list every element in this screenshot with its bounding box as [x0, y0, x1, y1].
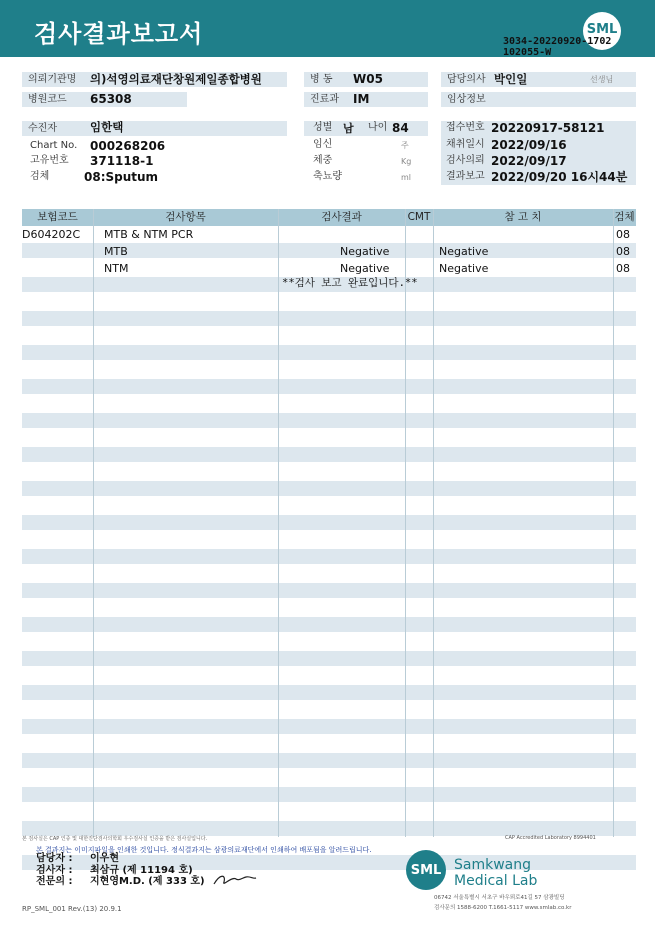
receipt-value: 20220917-58121	[491, 121, 605, 135]
lab-name-line2: Medical Lab	[454, 873, 538, 889]
report-value: 2022/09/20 16시44분	[491, 170, 628, 184]
column-divider	[278, 209, 279, 837]
header-reference: 참 고 치	[504, 211, 542, 223]
header-insurance-code: 보험코드	[37, 211, 78, 223]
table-row-code: D604202C	[22, 228, 81, 241]
table-row-specimen: 08	[616, 228, 630, 241]
document-number-line2: 102055-W	[503, 47, 552, 58]
column-divider	[405, 209, 406, 837]
pregnancy-label: 임신	[313, 139, 333, 150]
lab-name	[454, 857, 537, 889]
collect-value: 2022/09/16	[491, 138, 567, 152]
column-divider	[433, 209, 434, 837]
receipt-label: 접수번호	[446, 122, 485, 133]
table-row-ref: Negative	[439, 245, 489, 258]
signature-icon	[212, 870, 258, 888]
lab-phone: 검사문의 1588-6200 T.1661-5117 www.smlab.co.kr	[434, 905, 572, 911]
certification-note: 본 검사실은 CAP 인증 및 대한진단검사의학회 우수검사실 인증을 받은 검사실입니다.	[22, 836, 208, 842]
table-row-result: Negative	[340, 245, 390, 258]
table-stripe	[22, 821, 636, 836]
table-stripe	[22, 685, 636, 700]
table-stripe	[22, 345, 636, 360]
table-row-ref: Negative	[439, 262, 489, 275]
doctor-value: 박인일	[494, 72, 528, 86]
header-test-item: 검사항목	[165, 211, 206, 223]
table-row-item: MTB & NTM PCR	[104, 228, 194, 241]
specialist-label: 전문의 :	[36, 876, 73, 887]
table-stripe	[22, 651, 636, 666]
table-stripe	[22, 617, 636, 632]
inspector-label: 검사자 :	[36, 865, 73, 876]
recipient-value: 임한택	[90, 120, 124, 134]
chart-label: Chart No.	[30, 140, 78, 151]
specimen-label: 검체	[30, 171, 50, 182]
inspector-value: 최삼규 (제 11194 호)	[90, 865, 193, 876]
column-divider	[93, 209, 94, 837]
unique-value: 371118-1	[90, 154, 154, 168]
page-title: 검사결과보고서	[34, 20, 204, 48]
document-number-line1: 3034-20220920-1702	[503, 36, 612, 47]
report-label: 결과보고	[446, 171, 485, 182]
header-test-result: 검사결과	[321, 211, 362, 223]
doctor-label: 담당의사	[447, 74, 486, 85]
table-stripe	[22, 549, 636, 564]
specialist-value: 지현영M.D. (제 333 호)	[90, 876, 205, 887]
hospital-code-label: 병원코드	[28, 94, 67, 105]
urine-unit: ml	[401, 173, 412, 182]
cap-note: CAP Accredited Laboratory 8994401	[505, 835, 596, 841]
table-stripe	[22, 481, 636, 496]
table-row-specimen: 08	[616, 262, 630, 275]
pregnancy-unit: 주	[401, 141, 409, 150]
table-stripe	[22, 447, 636, 462]
image-notice: 본 결과지는 이미지파일을 인쇄한 것입니다. 정식결과지는 삼광의료재단에서 인쇄하여 배포됨을 알려드립니다.	[36, 846, 372, 854]
recipient-label: 수진자	[28, 123, 57, 134]
institution-label: 의뢰기관명	[28, 74, 77, 85]
clinical-label: 임상정보	[447, 94, 486, 105]
lab-name-line1: Samkwang	[454, 857, 531, 873]
institution-value: 의)석영의료재단창원제일종합병원	[90, 72, 262, 86]
unique-label: 고유번호	[30, 155, 69, 166]
table-stripe	[22, 583, 636, 598]
table-stripe	[22, 515, 636, 530]
header-specimen: 검체	[614, 211, 635, 223]
ward-value: W05	[353, 72, 383, 86]
table-stripe	[22, 753, 636, 768]
age-value: 84	[392, 121, 409, 135]
table-stripe	[22, 311, 636, 326]
table-row-result: Negative	[340, 262, 390, 275]
weight-label: 체중	[313, 155, 333, 166]
collect-label: 채취일시	[446, 139, 485, 150]
lab-address: 06742 서울특별시 서초구 바우뫼로41길 57 삼광빌딩	[434, 895, 565, 901]
sml-logo-text: SML	[586, 22, 618, 37]
table-stripe	[22, 379, 636, 394]
chart-value: 000268206	[90, 139, 166, 153]
urine-label: 축뇨량	[313, 171, 342, 182]
specimen-value: 08:Sputum	[84, 170, 159, 184]
dept-label: 진료과	[310, 94, 339, 105]
ward-label: 병 동	[310, 74, 333, 85]
recipient-row	[22, 121, 287, 136]
staff-label: 담당자 :	[36, 853, 73, 864]
table-stripe	[22, 413, 636, 428]
revision-code: RP_SML_001 Rev.(13) 20.9.1	[22, 905, 122, 913]
table-stripe	[22, 719, 636, 734]
table-row-specimen: 08	[616, 245, 630, 258]
sml-lab-logo-text: SML	[410, 863, 442, 878]
completion-note: **검사 보고 완료입니다.**	[282, 277, 418, 289]
request-label: 검사의뢰	[446, 155, 485, 166]
doctor-suffix: 선생님	[590, 75, 614, 84]
sex-value: 남	[343, 122, 354, 135]
hospital-code-value: 65308	[90, 92, 132, 106]
staff-value: 이우현	[90, 853, 119, 864]
header-cmt: CMT	[407, 211, 431, 223]
sex-label: 성별	[313, 122, 333, 133]
clinical-row	[441, 92, 636, 107]
age-label: 나이	[368, 122, 388, 133]
dept-value: IM	[353, 92, 370, 106]
document-number	[503, 36, 611, 58]
weight-unit: Kg	[401, 157, 412, 166]
table-stripe	[22, 787, 636, 802]
table-row-item: NTM	[104, 262, 129, 275]
request-value: 2022/09/17	[491, 154, 567, 168]
table-row-item: MTB	[104, 245, 128, 258]
column-divider	[613, 209, 614, 837]
